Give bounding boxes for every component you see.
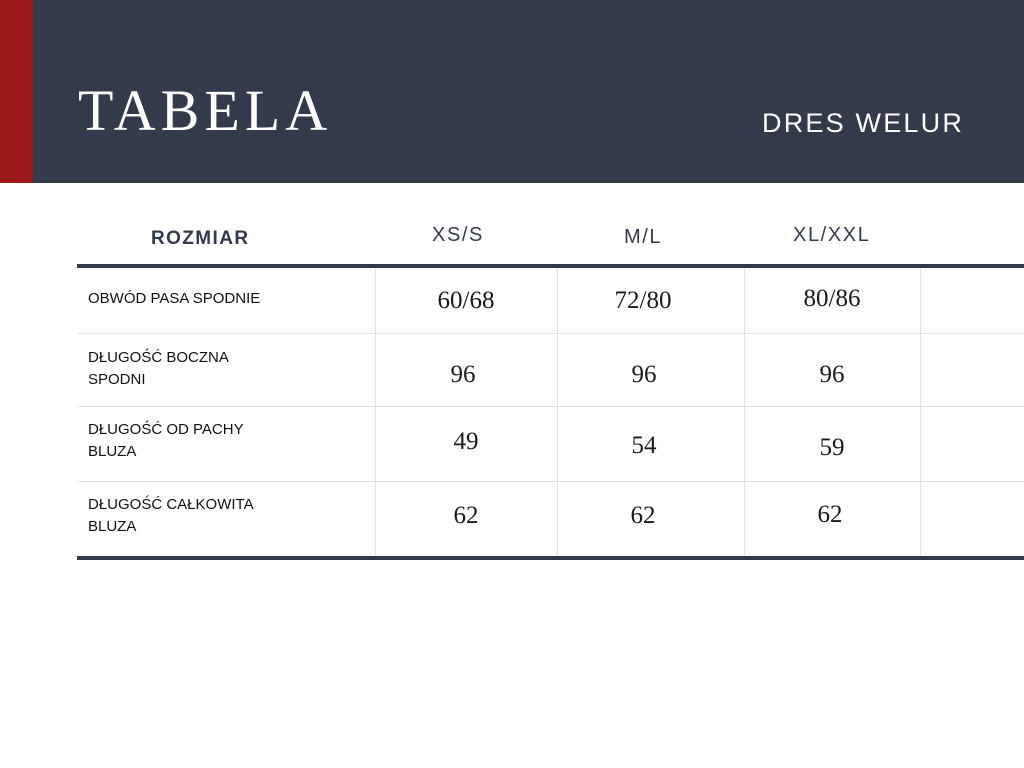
size-header-xl-xxl: XL/XXL [793,224,871,246]
column-divider [375,268,376,556]
column-divider [744,268,745,556]
size-column-header: ROZMIAR [151,228,250,249]
table-top-rule [77,264,1024,268]
column-divider [920,268,921,556]
cell-value: 59 [819,434,845,461]
cell-value: 62 [630,502,656,529]
size-header-m-l: M/L [624,226,663,248]
size-header-xs-s: XS/S [432,224,484,246]
column-divider [557,268,558,556]
row-label-total-length: DŁUGOŚĆ CAŁKOWITA BLUZA [88,496,254,535]
cell-value: 62 [453,502,479,529]
cell-value: 96 [631,361,657,388]
cell-value: 54 [631,432,657,459]
row-divider [77,406,1024,407]
row-divider [77,333,1024,334]
cell-value: 62 [817,501,843,528]
cell-value: 96 [819,361,845,388]
row-label-armpit-length: DŁUGOŚĆ OD PACHY BLUZA [88,421,244,460]
row-label-side-length: DŁUGOŚĆ BOCZNA SPODNI [88,349,229,388]
row-label-waist: OBWÓD PASA SPODNIE [88,290,261,307]
product-name: DRES WELUR [762,108,965,138]
cell-value: 60/68 [437,287,495,314]
cell-value: 80/86 [803,285,861,312]
row-divider [77,481,1024,482]
accent-bar [0,0,33,183]
cell-value: 72/80 [614,287,672,314]
cell-value: 96 [450,361,476,388]
table-bottom-rule [77,556,1024,560]
cell-value: 49 [453,428,479,455]
page-title: TABELA [78,78,333,143]
